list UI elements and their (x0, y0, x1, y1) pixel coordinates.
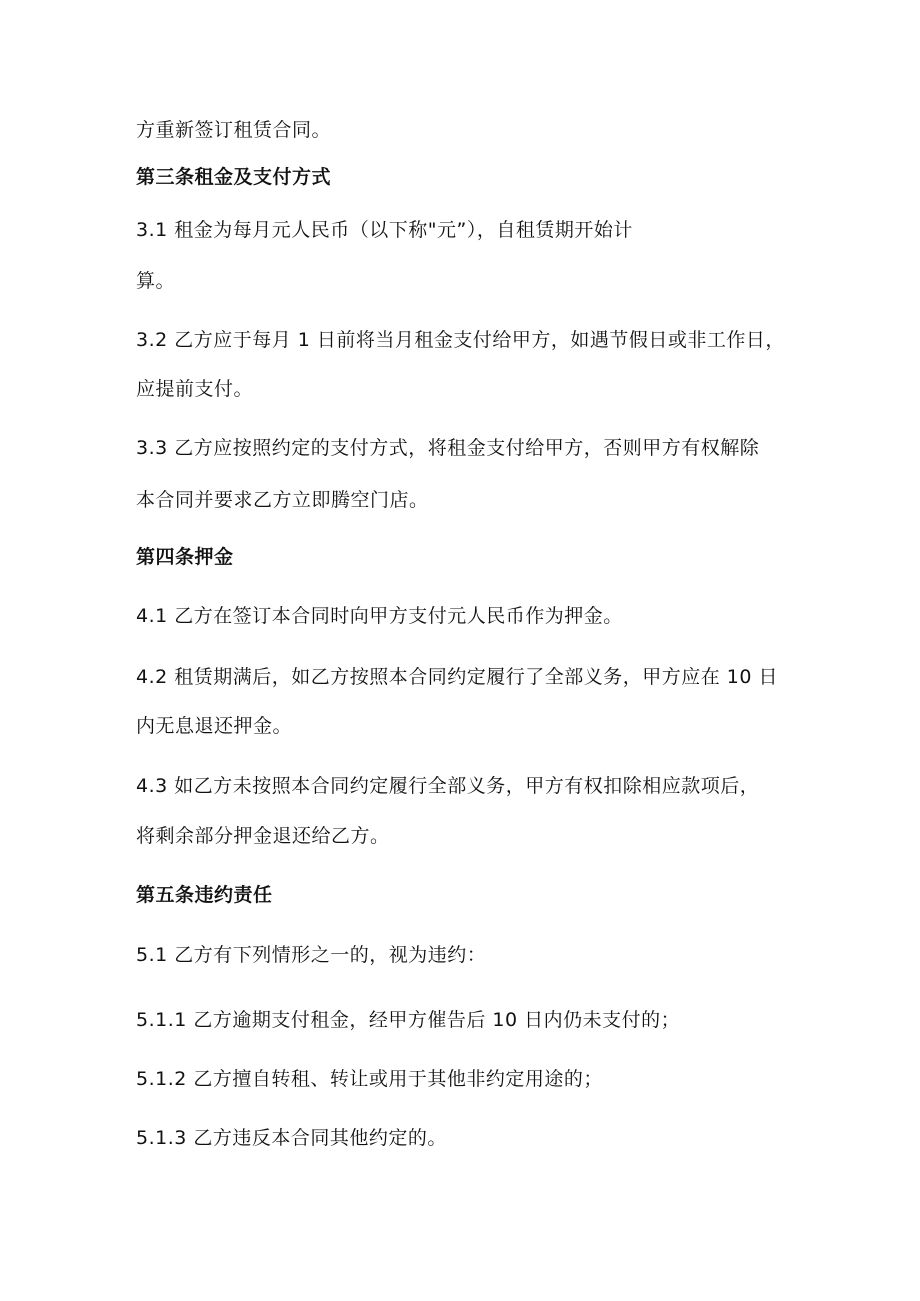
clause-3-2-continued: 应提前支付。 (136, 378, 254, 400)
section-heading-article-3: 第三条租金及支付方式 (136, 166, 332, 188)
clause-3-1: 3.1 租金为每月元人民币（以下称"元”），自租赁期开始计 (136, 219, 633, 241)
clause-4-3: 4.3 如乙方未按照本合同约定履行全部义务，甲方有权扣除相应款项后， (136, 775, 760, 797)
clause-5-1-3: 5.1.3 乙方违反本合同其他约定的。 (136, 1127, 447, 1149)
section-heading-article-5: 第五条违约责任 (136, 884, 273, 906)
clause-3-1-continued: 算。 (136, 270, 176, 292)
clause-3-2: 3.2 乙方应于每月 1 日前将当月租金支付给甲方，如遇节假日或非工作日， (136, 329, 785, 351)
clause-4-3-continued: 将剩余部分押金退还给乙方。 (136, 825, 390, 847)
clause-5-1: 5.1 乙方有下列情形之一的，视为违约： (136, 944, 487, 966)
paragraph-line: 方重新签订租赁合同。 (136, 119, 332, 141)
clause-4-2: 4.2 租赁期满后，如乙方按照本合同约定履行了全部义务，甲方应在 10 日 (136, 666, 779, 688)
clause-3-3-continued: 本合同并要求乙方立即腾空门店。 (136, 489, 429, 511)
clause-3-3: 3.3 乙方应按照约定的支付方式，将租金支付给甲方，否则甲方有权解除 (136, 437, 760, 459)
clause-4-2-continued: 内无息退还押金。 (136, 715, 293, 737)
clause-5-1-1: 5.1.1 乙方逾期支付租金，经甲方催告后 10 日内仍未支付的； (136, 1009, 681, 1031)
section-heading-article-4: 第四条押金 (136, 546, 234, 568)
clause-4-1: 4.1 乙方在签订本合同时向甲方支付元人民币作为押金。 (136, 605, 623, 627)
clause-5-1-2: 5.1.2 乙方擅自转租、转让或用于其他非约定用途的； (136, 1068, 603, 1090)
